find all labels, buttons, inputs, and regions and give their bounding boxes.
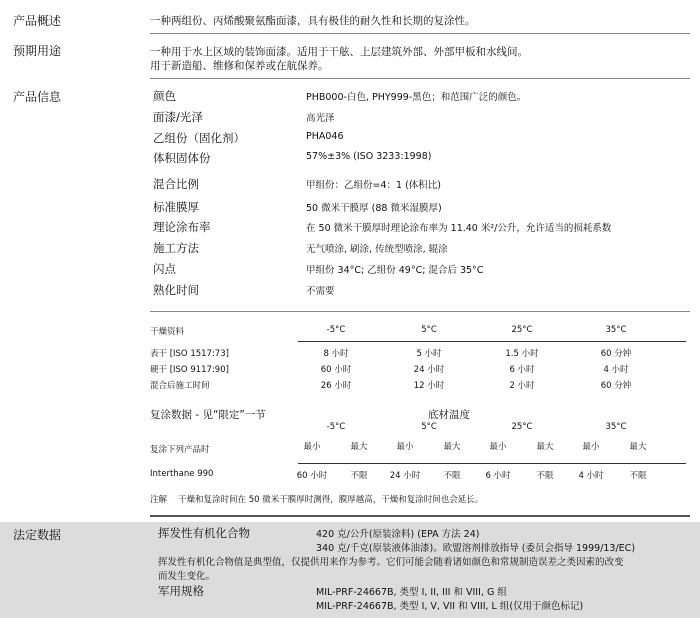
info-key-spreading-rate: 理论涂布率 (153, 220, 211, 234)
divider (150, 33, 690, 34)
info-key-induction: 熟化时间 (153, 283, 199, 297)
overcoat-min-label: 最小 (582, 442, 600, 452)
drying-cell: 24 小时 (413, 365, 445, 375)
drying-cell: 60 分钟 (600, 349, 632, 359)
overcoat-cell: 不限 (629, 471, 647, 481)
drying-cell: 2 小时 (509, 381, 535, 391)
overcoat-cell: 不限 (443, 471, 461, 481)
info-key-application: 施工方法 (153, 241, 199, 255)
info-key-flash-point: 闪点 (153, 262, 176, 276)
overcoat-title: 复涂数据 - 见“限定”一节 (150, 409, 266, 421)
drying-cell: 60 小时 (320, 365, 352, 375)
drying-cell: 8 小时 (323, 349, 349, 359)
regulatory-label: 法定数据 (13, 528, 62, 542)
info-key-mix-ratio: 混合比例 (153, 177, 199, 191)
voc-key: 挥发性有机化合物 (158, 526, 250, 540)
drying-cell: 6 小时 (509, 365, 535, 375)
divider (150, 311, 690, 312)
info-label: 产品信息 (13, 90, 62, 104)
drying-temp: -5°C (326, 325, 346, 335)
info-value-application: 无气喷涂, 刷涂, 传统型喷涂, 辊涂 (306, 244, 448, 255)
info-key-part-b: 乙组份（固化剂） (153, 131, 245, 145)
info-value-mix-ratio: 甲组份：乙组份=4：1 (体积比) (306, 180, 441, 191)
divider (150, 78, 690, 79)
drying-title: 干燥资料 (150, 327, 185, 337)
info-value-color: PHB000-白色, PHY999-黑色；和范围广泛的颜色。 (306, 92, 527, 103)
drying-cell: 1.5 小时 (505, 349, 539, 359)
overcoat-cell: 不限 (536, 471, 554, 481)
drying-row-label: 混合后施工时间 (150, 381, 210, 391)
info-value-spreading-rate: 在 50 微米干膜厚时理论涂布率为 11.40 米²/公升，允许适当的损耗系数 (306, 223, 612, 234)
overcoat-temp: -5°C (326, 422, 346, 432)
overcoat-temp: 35°C (605, 422, 627, 432)
info-key-film-thickness: 标准膜厚 (153, 200, 199, 214)
info-key-volume-solids: 体积固体份 (153, 151, 211, 165)
overcoat-min-label: 最小 (396, 442, 414, 452)
overcoat-temp: 5°C (421, 422, 437, 432)
overcoat-product: Interthane 990 (150, 469, 214, 479)
info-value-part-b: PHA046 (306, 131, 344, 142)
drying-cell: 60 分钟 (600, 381, 632, 391)
overcoat-cell: 4 小时 (578, 471, 604, 481)
info-value-film-thickness: 50 微米干膜厚 (88 微米湿膜厚) (306, 203, 442, 214)
mil-key: 军用规格 (158, 584, 204, 598)
mil-line1: MIL-PRF-24667B, 类型 I, II, III 和 VIII, G 组 (316, 587, 507, 598)
voc-line2: 340 克/千克(原装液体油漆)。欧盟溶剂排放指导 (委员会指导 1999/13/EC) (316, 543, 636, 554)
overcoat-max-label: 最大 (350, 442, 368, 452)
voc-note-line2: 而发生变化。 (158, 571, 216, 582)
info-key-finish: 面漆/光泽 (153, 110, 203, 124)
overcoat-cell: 不限 (350, 471, 368, 481)
overcoat-temp: 25°C (511, 422, 533, 432)
usage-text-line2: 用于新造船、维修和保养或在航保养。 (150, 60, 329, 72)
usage-label: 预期用途 (13, 44, 62, 58)
voc-line1: 420 克/公升(原装涂料) (EPA 方法 24) (316, 529, 480, 540)
substrate-temp-label: 底材温度 (428, 409, 470, 421)
overview-text: 一种两组份、丙烯酸聚氨酯面漆，具有极佳的耐久性和长期的复涂性。 (150, 15, 476, 27)
overcoat-max-label: 最大 (536, 442, 554, 452)
overcoat-max-label: 最大 (443, 442, 461, 452)
drying-temp: 35°C (605, 325, 627, 335)
drying-cell: 5 小时 (416, 349, 442, 359)
overcoat-product-col: 复涂下列产品时 (150, 445, 210, 455)
overcoat-cell: 60 小时 (296, 471, 328, 481)
info-value-finish: 高光泽 (306, 113, 335, 124)
drying-cell: 4 小时 (603, 365, 629, 375)
info-value-induction: 不需要 (306, 286, 335, 297)
drying-cell: 26 小时 (320, 381, 352, 391)
overcoat-min-label: 最小 (489, 442, 507, 452)
note-text: 干燥和复涂时间在 50 微米干膜厚时测得，膜厚越高，干燥和复涂时间也会延长。 (178, 495, 484, 505)
note-label: 注解 (150, 495, 168, 505)
drying-row-label: 硬干 [ISO 9117:90] (150, 365, 229, 375)
overcoat-cell: 6 小时 (485, 471, 511, 481)
drying-cell: 12 小时 (413, 381, 445, 391)
overcoat-header-rule (298, 463, 686, 464)
drying-temp: 5°C (421, 325, 437, 335)
usage-text-line1: 一种用于水上区域的装饰面漆。适用于干舷、上层建筑外部、外部甲板和水线间。 (150, 46, 528, 58)
info-value-flash-point: 甲组份 34°C; 乙组份 49°C; 混合后 35°C (306, 265, 484, 276)
voc-note-line1: 挥发性有机化合物值是典型值，仅提供用来作为参考。它们可能会随着诸如颜色和常规制造误差之类因素的改变 (158, 557, 624, 568)
divider (150, 515, 690, 517)
overcoat-cell: 24 小时 (389, 471, 421, 481)
overcoat-min-label: 最小 (303, 442, 321, 452)
drying-header-rule (298, 341, 686, 342)
drying-row-label: 表干 [ISO 1517:73] (150, 349, 229, 359)
mil-line2: MIL-PRF-24667B, 类型 I, V, VII 和 VIII, L 组(仅用于颜色标记) (316, 601, 584, 612)
info-value-volume-solids: 57%±3% (ISO 3233:1998) (306, 151, 432, 162)
overview-label: 产品概述 (13, 14, 62, 28)
overcoat-max-label: 最大 (629, 442, 647, 452)
drying-temp: 25°C (511, 325, 533, 335)
info-key-color: 颜色 (153, 89, 176, 103)
